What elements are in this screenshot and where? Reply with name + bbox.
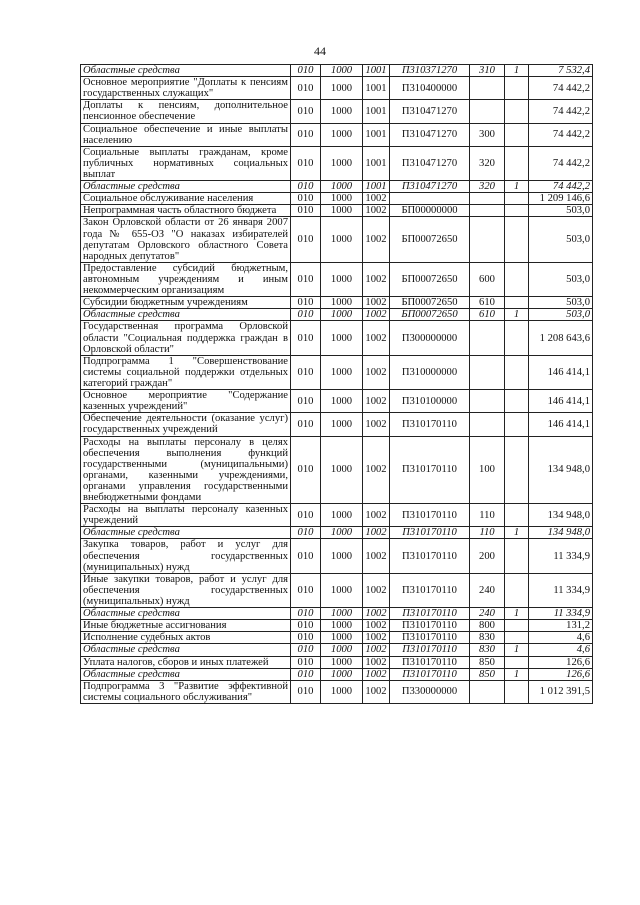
section-code: 1000 [321,644,363,656]
table-row [81,123,593,146]
subsection-code: 1002 [363,539,390,573]
row-name: Областные средства [81,644,291,656]
expense-type [470,355,505,389]
table-row [81,413,593,436]
target-article: П310471270 [390,123,470,146]
source-code [505,355,529,389]
amount: 134 948,0 [529,436,593,504]
row-name: Закон Орловской области от 26 января 2007 года № 655-ОЗ "О наказах избирателей депутатам Орловского областного Совета народных депутатов" [81,217,291,262]
section-code: 1000 [321,181,363,193]
row-name: Субсидии бюджетным учреждениям [81,297,291,309]
row-name: Подпрограмма 3 "Развитие эффективной системы социального обслуживания" [81,680,291,703]
section-code: 1000 [321,100,363,123]
amount: 74 442,2 [529,181,593,193]
admin-code: 010 [291,632,321,644]
section-code: 1000 [321,527,363,539]
amount: 503,0 [529,217,593,262]
target-article: П310471270 [390,181,470,193]
expense-type [470,100,505,123]
target-article: П310170110 [390,656,470,668]
subsection-code: 1002 [363,668,390,680]
row-name: Иные бюджетные ассигнования [81,620,291,632]
amount: 503,0 [529,205,593,217]
table-row [81,436,593,504]
subsection-code: 1002 [363,620,390,632]
expense-type: 830 [470,644,505,656]
amount: 7 532,4 [529,65,593,77]
target-article: П310170110 [390,504,470,527]
amount: 503,0 [529,297,593,309]
amount: 1 208 643,6 [529,321,593,355]
expense-type [470,680,505,703]
row-name: Непрограммная часть областного бюджета [81,205,291,217]
section-code: 1000 [321,390,363,413]
amount: 503,0 [529,262,593,296]
expense-type: 800 [470,620,505,632]
row-name: Предоставление субсидий бюджетным, автономным учреждениям и иным некоммерческим организациям [81,262,291,296]
subsection-code: 1002 [363,205,390,217]
row-name: Областные средства [81,181,291,193]
target-article: П310170110 [390,539,470,573]
section-code: 1000 [321,217,363,262]
expense-type: 320 [470,146,505,180]
admin-code: 010 [291,321,321,355]
admin-code: 010 [291,262,321,296]
target-article [390,193,470,205]
admin-code: 010 [291,413,321,436]
section-code: 1000 [321,309,363,321]
section-code: 1000 [321,436,363,504]
row-name: Социальные выплаты гражданам, кроме публичных нормативных социальных выплат [81,146,291,180]
subsection-code: 1002 [363,297,390,309]
section-code: 1000 [321,539,363,573]
row-name: Исполнение судебных актов [81,632,291,644]
row-name: Подпрограмма 1 "Совершенствование системы социальной поддержки отдельных категорий граждан" [81,355,291,389]
section-code: 1000 [321,123,363,146]
source-code: 1 [505,608,529,620]
row-name: Доплаты к пенсиям, дополнительное пенсионное обеспечение [81,100,291,123]
subsection-code: 1002 [363,217,390,262]
target-article: БП00072650 [390,297,470,309]
admin-code: 010 [291,297,321,309]
section-code: 1000 [321,632,363,644]
target-article: П310371270 [390,65,470,77]
target-article: БП00072650 [390,309,470,321]
admin-code: 010 [291,205,321,217]
amount: 134 948,0 [529,504,593,527]
source-code [505,217,529,262]
section-code: 1000 [321,504,363,527]
section-code: 1000 [321,656,363,668]
row-name: Иные закупки товаров, работ и услуг для обеспечения государственных (муниципальных) нужд [81,573,291,607]
subsection-code: 1002 [363,262,390,296]
expense-type: 850 [470,668,505,680]
subsection-code: 1002 [363,527,390,539]
row-name: Государственная программа Орловской области "Социальная поддержка граждан в Орловской области" [81,321,291,355]
row-name: Уплата налогов, сборов и иных платежей [81,656,291,668]
admin-code: 010 [291,527,321,539]
table-row [81,608,593,620]
source-code [505,436,529,504]
table-row [81,309,593,321]
source-code: 1 [505,644,529,656]
target-article: П310471270 [390,146,470,180]
admin-code: 010 [291,309,321,321]
subsection-code: 1002 [363,573,390,607]
admin-code: 010 [291,620,321,632]
table-row [81,262,593,296]
source-code: 1 [505,65,529,77]
expense-type [470,205,505,217]
source-code: 1 [505,181,529,193]
expense-type: 600 [470,262,505,296]
target-article: БП00000000 [390,205,470,217]
target-article: П310170110 [390,527,470,539]
section-code: 1000 [321,205,363,217]
amount: 11 334,9 [529,573,593,607]
source-code [505,620,529,632]
subsection-code: 1002 [363,644,390,656]
amount: 4,6 [529,644,593,656]
subsection-code: 1002 [363,436,390,504]
admin-code: 010 [291,181,321,193]
source-code [505,193,529,205]
subsection-code: 1001 [363,146,390,180]
expense-type: 320 [470,181,505,193]
section-code: 1000 [321,573,363,607]
expense-type: 830 [470,632,505,644]
admin-code: 010 [291,644,321,656]
amount: 1 209 146,6 [529,193,593,205]
source-code: 1 [505,527,529,539]
row-name: Социальное обеспечение и иные выплаты населению [81,123,291,146]
budget-table-body [81,65,593,704]
subsection-code: 1002 [363,355,390,389]
subsection-code: 1002 [363,608,390,620]
expense-type [470,390,505,413]
target-article: П310170110 [390,413,470,436]
subsection-code: 1001 [363,100,390,123]
target-article: П300000000 [390,321,470,355]
row-name: Областные средства [81,668,291,680]
subsection-code: 1002 [363,413,390,436]
section-code: 1000 [321,193,363,205]
admin-code: 010 [291,355,321,389]
row-name: Расходы на выплаты персоналу в целях обеспечения выполнения функций государственными (муниципальными) органами, казенными учреждениями, органами управления государственными внебюджетными фондами [81,436,291,504]
subsection-code: 1001 [363,123,390,146]
expense-type: 310 [470,65,505,77]
section-code: 1000 [321,355,363,389]
expense-type [470,217,505,262]
amount: 146 414,1 [529,413,593,436]
expense-type [470,321,505,355]
admin-code: 010 [291,146,321,180]
table-row [81,65,593,77]
source-code [505,205,529,217]
source-code [505,262,529,296]
expense-type: 100 [470,436,505,504]
source-code: 1 [505,668,529,680]
amount: 126,6 [529,668,593,680]
expense-type: 610 [470,297,505,309]
target-article: БП00072650 [390,262,470,296]
amount: 146 414,1 [529,390,593,413]
amount: 74 442,2 [529,100,593,123]
source-code [505,100,529,123]
row-name: Основное мероприятие "Содержание казенных учреждений" [81,390,291,413]
subsection-code: 1002 [363,632,390,644]
admin-code: 010 [291,504,321,527]
source-code [505,77,529,100]
source-code: 1 [505,309,529,321]
subsection-code: 1001 [363,65,390,77]
table-row [81,321,593,355]
section-code: 1000 [321,65,363,77]
source-code [505,539,529,573]
admin-code: 010 [291,100,321,123]
target-article: П310471270 [390,100,470,123]
source-code [505,297,529,309]
page-number: 44 [314,44,326,58]
expense-type: 110 [470,527,505,539]
expense-type: 300 [470,123,505,146]
subsection-code: 1001 [363,181,390,193]
admin-code: 010 [291,123,321,146]
admin-code: 010 [291,436,321,504]
target-article: П310170110 [390,608,470,620]
table-row [81,297,593,309]
target-article: П310170110 [390,573,470,607]
row-name: Обеспечение деятельности (оказание услуг) государственных учреждений [81,413,291,436]
row-name: Расходы на выплаты персоналу казенных учреждений [81,504,291,527]
source-code [505,656,529,668]
source-code [505,321,529,355]
table-row [81,680,593,703]
source-code [505,390,529,413]
amount: 134 948,0 [529,527,593,539]
expense-type: 200 [470,539,505,573]
section-code: 1000 [321,680,363,703]
target-article: П310170110 [390,668,470,680]
amount: 74 442,2 [529,123,593,146]
target-article: П310170110 [390,644,470,656]
subsection-code: 1002 [363,656,390,668]
section-code: 1000 [321,620,363,632]
target-article: П310100000 [390,390,470,413]
budget-table [80,64,593,704]
admin-code: 010 [291,65,321,77]
target-article: БП00072650 [390,217,470,262]
source-code [505,123,529,146]
row-name: Социальное обслуживание населения [81,193,291,205]
amount: 146 414,1 [529,355,593,389]
expense-type [470,193,505,205]
target-article: П310170110 [390,632,470,644]
row-name: Областные средства [81,608,291,620]
table-row [81,504,593,527]
target-article: П310170110 [390,436,470,504]
subsection-code: 1002 [363,504,390,527]
row-name: Основное мероприятие "Доплаты к пенсиям государственных служащих" [81,77,291,100]
amount: 1 012 391,5 [529,680,593,703]
section-code: 1000 [321,146,363,180]
subsection-code: 1002 [363,309,390,321]
table-row [81,539,593,573]
table-row [81,644,593,656]
subsection-code: 1002 [363,321,390,355]
table-row [81,390,593,413]
expense-type: 240 [470,608,505,620]
amount: 74 442,2 [529,146,593,180]
section-code: 1000 [321,297,363,309]
table-row [81,181,593,193]
table-row [81,527,593,539]
section-code: 1000 [321,668,363,680]
amount: 11 334,9 [529,608,593,620]
table-row [81,668,593,680]
row-name: Областные средства [81,527,291,539]
expense-type: 850 [470,656,505,668]
amount: 74 442,2 [529,77,593,100]
source-code [505,413,529,436]
target-article: П310000000 [390,355,470,389]
amount: 4,6 [529,632,593,644]
expense-type [470,77,505,100]
table-row [81,205,593,217]
amount: 11 334,9 [529,539,593,573]
expense-type: 110 [470,504,505,527]
section-code: 1000 [321,608,363,620]
section-code: 1000 [321,413,363,436]
row-name: Областные средства [81,309,291,321]
table-row [81,77,593,100]
amount: 131,2 [529,620,593,632]
subsection-code: 1002 [363,680,390,703]
section-code: 1000 [321,262,363,296]
admin-code: 010 [291,390,321,413]
section-code: 1000 [321,321,363,355]
admin-code: 010 [291,656,321,668]
section-code: 1000 [321,77,363,100]
source-code [505,632,529,644]
source-code [505,146,529,180]
admin-code: 010 [291,77,321,100]
source-code [505,504,529,527]
table-row [81,217,593,262]
source-code [505,680,529,703]
admin-code: 010 [291,668,321,680]
table-row [81,100,593,123]
table-row [81,656,593,668]
row-name: Закупка товаров, работ и услуг для обеспечения государственных (муниципальных) нужд [81,539,291,573]
table-row [81,355,593,389]
table-row [81,620,593,632]
admin-code: 010 [291,608,321,620]
table-row [81,632,593,644]
expense-type: 240 [470,573,505,607]
target-article: П310170110 [390,620,470,632]
amount: 126,6 [529,656,593,668]
expense-type [470,413,505,436]
admin-code: 010 [291,573,321,607]
subsection-code: 1002 [363,390,390,413]
expense-type: 610 [470,309,505,321]
admin-code: 010 [291,680,321,703]
target-article: П310400000 [390,77,470,100]
target-article: П330000000 [390,680,470,703]
admin-code: 010 [291,539,321,573]
admin-code: 010 [291,193,321,205]
row-name: Областные средства [81,65,291,77]
admin-code: 010 [291,217,321,262]
amount: 503,0 [529,309,593,321]
table-row [81,193,593,205]
subsection-code: 1002 [363,193,390,205]
source-code [505,573,529,607]
table-row [81,146,593,180]
subsection-code: 1001 [363,77,390,100]
table-row [81,573,593,607]
